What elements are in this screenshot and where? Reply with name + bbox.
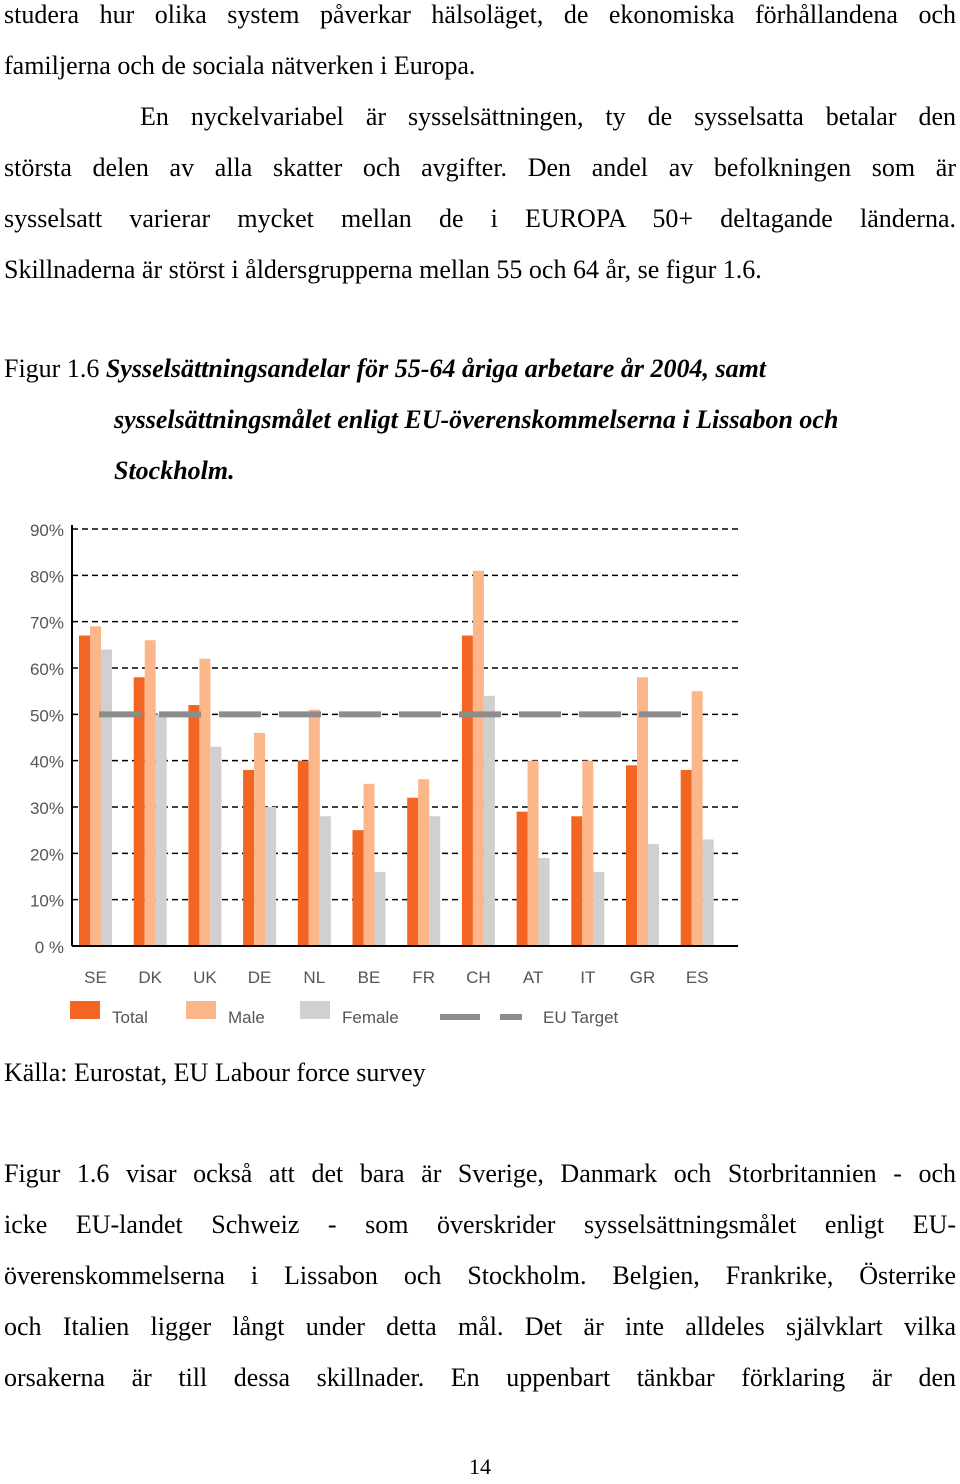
caption-line-2: sysselsättningsmålet enligt EU-överenskommelserna i Lissabon och [114, 405, 839, 434]
caption-line-1: Sysselsättningsandelar för 55-64 åriga arbetare år 2004, samt [105, 354, 767, 383]
y-tick-label: 0 % [34, 938, 64, 957]
text-line: sysselsatt varierar mycket mellan de i EUROPA 50+ deltagande länderna. [4, 204, 956, 233]
legend-swatch-total [70, 1001, 100, 1019]
y-tick-label: 90% [29, 521, 64, 540]
y-tick-label: 80% [29, 567, 64, 587]
bar-female-it [593, 872, 604, 946]
bar-male-fr [418, 779, 429, 946]
legend-label-male: Male [228, 1008, 265, 1027]
bar-total-ch [462, 636, 473, 946]
employment-bar-chart [0, 505, 760, 1035]
bar-male-nl [309, 710, 320, 946]
legend-swatch-female [300, 1001, 330, 1019]
x-tick-label: ES [685, 968, 709, 987]
paragraph-intro [4, 0, 956, 295]
text-line: En nyckelvariabel är sysselsättningen, ty de sysselsatta betalar den [140, 102, 956, 131]
bar-female-be [375, 872, 386, 946]
y-tick-label: 10% [29, 891, 64, 911]
bar-total-se [79, 636, 90, 946]
x-tick-label: NL [303, 968, 326, 987]
legend-label-eu-target: EU Target [543, 1008, 619, 1027]
bar-female-nl [320, 816, 331, 946]
bar-total-gr [626, 765, 637, 946]
caption-label: Figur 1.6 [4, 354, 106, 383]
y-axis-ticks [30, 521, 64, 957]
bar-female-es [703, 839, 714, 946]
paragraph-discussion [4, 1148, 956, 1403]
x-tick-label: DE [247, 968, 272, 987]
y-tick-label: 60% [29, 660, 64, 679]
bar-male-dk [145, 640, 156, 946]
text-line: icke EU-landet Schweiz - som överskrider sysselsättningsmålet enligt EU- [4, 1210, 956, 1239]
bar-total-uk [188, 705, 199, 946]
bars [79, 571, 714, 946]
page-number: 14 [469, 1454, 491, 1479]
text-line: största delen av alla skatter och avgifter. Den andel av befolkningen som är [4, 153, 956, 182]
x-tick-label: GR [629, 968, 656, 987]
bar-male-uk [199, 659, 210, 946]
figure-caption [4, 343, 956, 496]
bar-total-dk [134, 677, 145, 946]
caption-line-3: Stockholm. [114, 456, 235, 485]
y-tick-label: 50% [29, 706, 64, 726]
x-tick-label: UK [193, 968, 217, 987]
bar-male-gr [637, 677, 648, 946]
bar-male-be [364, 784, 375, 946]
bar-male-se [90, 626, 101, 946]
bar-female-uk [210, 747, 221, 946]
bar-female-dk [156, 714, 167, 946]
bar-male-ch [473, 571, 484, 946]
bar-female-de [265, 807, 276, 946]
bar-male-es [692, 691, 703, 946]
x-tick-label: CH [466, 968, 491, 987]
y-tick-label: 20% [29, 845, 64, 865]
bar-total-nl [298, 761, 309, 946]
text-line: studera hur olika system påverkar hälsoläget, de ekonomiska förhållandena och [4, 0, 956, 29]
bar-female-gr [648, 844, 659, 946]
text-line: familjerna och de sociala nätverken i Europa. [4, 51, 476, 80]
bar-female-ch [484, 696, 495, 946]
bar-female-at [539, 858, 550, 946]
x-tick-label: SE [84, 968, 107, 987]
bar-total-fr [407, 798, 418, 946]
bar-female-fr [429, 816, 440, 946]
y-tick-label: 40% [29, 752, 64, 772]
bar-female-se [101, 649, 112, 946]
text-line: orsakerna är till dessa skillnader. En uppenbart tänkbar förklaring är den [4, 1363, 956, 1392]
legend-label-female: Female [342, 1008, 399, 1027]
x-tick-label: FR [412, 968, 436, 987]
bar-total-es [681, 770, 692, 946]
figure-source: Källa: Eurostat, EU Labour force survey [4, 1058, 426, 1087]
text-line: Figur 1.6 visar också att det bara är Sverige, Danmark och Storbritannien - och [4, 1159, 956, 1188]
bar-total-it [571, 816, 582, 946]
legend-swatch-male [186, 1001, 216, 1019]
bar-total-be [353, 830, 364, 946]
bar-male-de [254, 733, 265, 946]
text-line: Skillnaderna är störst i åldersgrupperna mellan 55 och 64 år, se figur 1.6. [4, 255, 762, 284]
x-tick-label: DK [138, 968, 163, 987]
legend-label-total: Total [112, 1008, 148, 1027]
bar-total-de [243, 770, 254, 946]
text-line: överenskommelserna i Lissabon och Stockholm. Belgien, Frankrike, Österrike [4, 1261, 956, 1290]
x-tick-label: IT [580, 968, 596, 987]
bar-male-at [528, 761, 539, 946]
bar-total-at [517, 812, 528, 946]
y-tick-label: 70% [29, 613, 64, 633]
text-line: och Italien ligger långt under detta mål. Det är inte alldeles självklart vilka [4, 1312, 956, 1341]
legend [70, 1001, 619, 1027]
bar-male-it [582, 761, 593, 946]
x-axis-ticks [84, 968, 708, 987]
x-tick-label: BE [357, 968, 381, 987]
y-tick-label: 30% [29, 799, 64, 818]
x-tick-label: AT [522, 968, 544, 987]
